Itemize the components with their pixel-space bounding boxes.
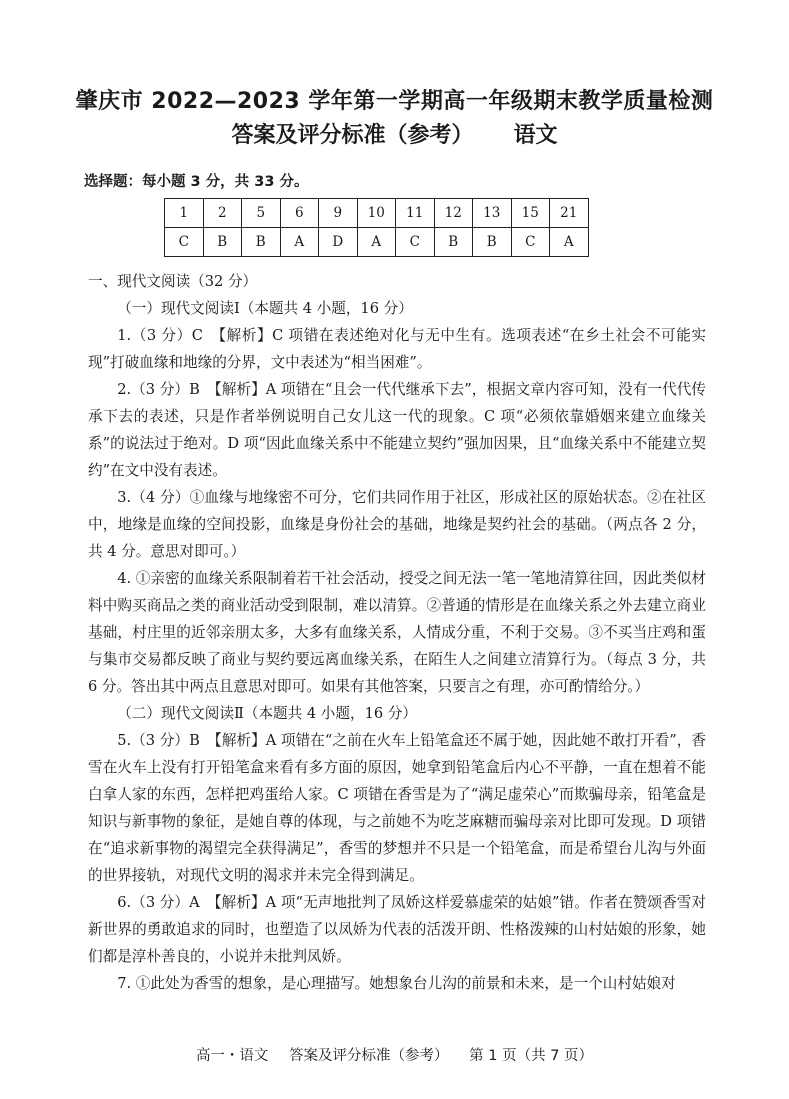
page-title: 肇庆市 2022—2023 学年第一学期高一年级期末教学质量检测 [75, 89, 714, 114]
page-footer [0, 1044, 789, 1065]
answer-paragraph-q3: 3.（4 分）①血缘与地缘密不可分，它们共同作用于社区，形成社区的原始状态。②在社区中，地缘是血缘的空间投影，血缘是身份社会的基础，地缘是契约社会的基础。（两点各 2 分，共 4 分。意思对即可。） [88, 489, 706, 560]
answer-letter: D [319, 228, 358, 257]
question-number: 15 [511, 199, 550, 228]
question-number: 5 [242, 199, 281, 228]
answer-letter: C [165, 228, 204, 257]
answer-body [88, 268, 706, 997]
answer-paragraph-q1: 1.（3 分）C 【解析】C 项错在表述绝对化与无中生有。选项表述“在乡土社会不可能实现”打破血缘和地缘的分界，文中表述为“相当困难”。 [88, 327, 706, 371]
question-number: 1 [165, 199, 204, 228]
answer-paragraph-q4: 4. ①亲密的血缘关系限制着若干社会活动，授受之间无法一笔一笔地清算往回，因此类似材料中购买商品之类的商业活动受到限制，难以清算。②普通的情形是在血缘关系之外去建立商业基础，村庄里的近邻亲朋太多，大多有血缘关系，人情成分重，不利于交易。③不买当庄鸡和蛋与集市交易都反映了商业与契约要远离血缘关系，在陌生人之间建立清算行为。（每点 3 分，共 6 分。答出其中两点且意思对即可。如果有其他答案，只要言之有理，亦可酌情给分。） [88, 570, 706, 695]
answer-paragraph-q5: 5.（3 分）B 【解析】A 项错在“之前在火车上铅笔盒还不属于她，因此她不敢打开看”，香雪在火车上没有打开铅笔盒来看有多方面的原因，她拿到铅笔盒后内心不平静，一直在想着不能白拿人家的东西，怎样把鸡蛋给人家。C 项错在香雪是为了“满足虚荣心”而欺骗母亲，铅笔盒是知识与新事物的象征，是她自尊的体现，与之前她不为吃芝麻糖而骗母亲对比即可发现。D 项错在“追求新事物的渴望完全获得满足”，香雪的梦想并不只是一个铅笔盒，而是希望台儿沟与外面的世界接轨，对现代文明的渴求并未完全得到满足。 [88, 732, 706, 884]
question-number: 10 [357, 199, 396, 228]
question-number: 11 [396, 199, 435, 228]
question-number: 6 [280, 199, 319, 228]
multiple-choice-heading: 选择题：每小题 3 分，共 33 分。 [84, 174, 309, 190]
answer-letter: B [434, 228, 473, 257]
question-number-row [165, 199, 589, 228]
answer-letter: A [280, 228, 319, 257]
answer-row [165, 228, 589, 257]
answer-paragraph-q7: 7. ①此处为香雪的想象，是心理描写。她想象台儿沟的前景和未来，是一个山村姑娘对 [117, 975, 676, 992]
footer-page-number: 第 1 页（共 7 页） [469, 1048, 594, 1064]
answer-letter: C [396, 228, 435, 257]
answer-table [164, 198, 589, 257]
answer-letter: B [203, 228, 242, 257]
footer-doc-title: 答案及评分标准（参考） [289, 1048, 449, 1064]
section-heading: 一、现代文阅读（32 分） [88, 273, 258, 290]
subsection-heading: （一）现代文阅读Ⅰ（本题共 4 小题，16 分） [117, 300, 413, 317]
answer-paragraph-q2: 2.（3 分）B 【解析】A 项错在“且会一代代继承下去”，根据文章内容可知，没有一代代传承下去的表述，只是作者举例说明自己女儿这一代的现象。C 项“必须依靠婚姻来建立血缘关系”的说法过于绝对。D 项“因此血缘关系中不能建立契约”强加因果，且“血缘关系中不能建立契约”在文中没有表述。 [88, 381, 706, 479]
question-number: 13 [473, 199, 512, 228]
subsection-heading: （二）现代文阅读Ⅱ（本题共 4 小题，16 分） [117, 705, 417, 722]
answer-letter: B [242, 228, 281, 257]
answer-letter: A [357, 228, 396, 257]
answer-letter: B [473, 228, 512, 257]
question-number: 9 [319, 199, 358, 228]
question-number: 12 [434, 199, 473, 228]
question-number: 2 [203, 199, 242, 228]
answer-letter: A [550, 228, 589, 257]
answer-letter: C [511, 228, 550, 257]
footer-course: 高一・语文 [195, 1048, 269, 1064]
question-number: 21 [550, 199, 589, 228]
page-subtitle [0, 118, 789, 149]
subtitle-text: 答案及评分标准（参考） [231, 123, 474, 148]
subject-label: 语文 [513, 123, 558, 148]
answer-paragraph-q6: 6.（3 分）A 【解析】A 项“无声地批判了凤娇这样爱慕虚荣的姑娘”错。作者在赞颂香雪对新世界的勇敢追求的同时，也塑造了以凤娇为代表的活泼开朗、性格泼辣的山村姑娘的形象，她们都是淳朴善良的，小说并未批判凤娇。 [88, 894, 706, 965]
